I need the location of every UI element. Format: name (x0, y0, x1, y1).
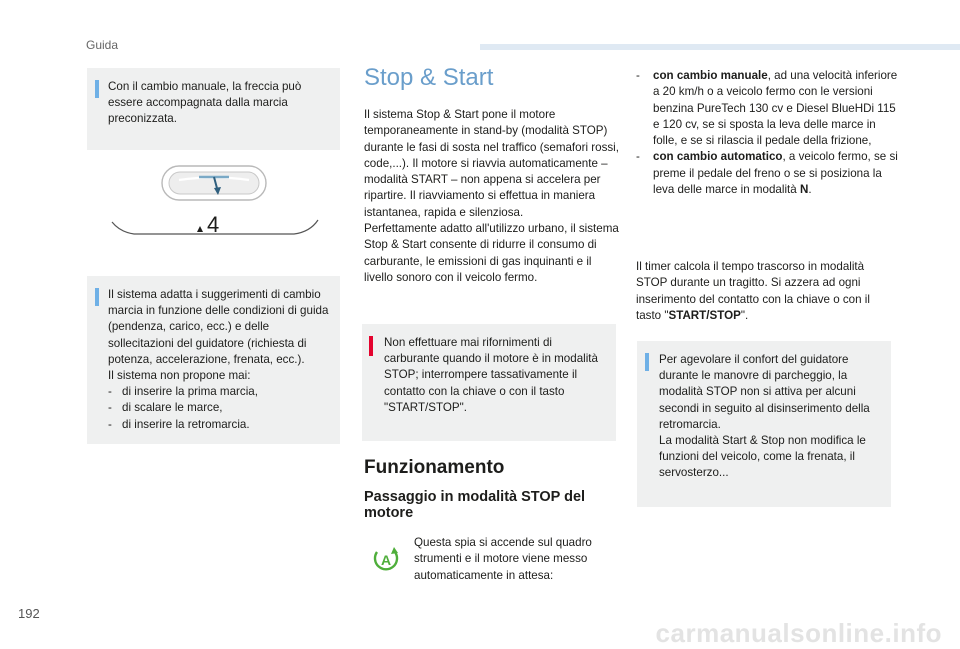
section-title: Funzionamento (364, 457, 505, 478)
icon-letter: A (380, 552, 392, 568)
info-note-parking (637, 341, 891, 507)
list-item: - di scalare le marce, (108, 401, 223, 415)
stop-conditions-list (636, 68, 898, 198)
section-bar (480, 44, 960, 50)
list-item: - di inserire la retromarcia. (108, 417, 250, 431)
info-marker (645, 353, 649, 371)
list-item: - con cambio automatico, a veicolo fermo, se si preme il pedale del freno o se si posiziona la leva delle marce in modalità N. (636, 150, 898, 197)
info-note-gear-arrow (87, 68, 340, 150)
indicator-description: Questa spia si accende sul quadro strumenti e il motore viene messo automaticamente in attesa: (414, 536, 592, 582)
note-text: Il sistema adatta i suggerimenti di cambio marcia in funzione delle condizioni di guida (pendenza, carico, ecc.) e delle sollecitazioni del guidatore (richiesta di potenza, accelerazione, frenata, ecc.). (108, 288, 329, 366)
paragraph: Perfettamente adatto all'utilizzo urbano, il sistema Stop & Start consente di ridurre il consumo di carburante, le emissioni di gas inquinanti e il livello sonoro con il veicolo fermo. (364, 222, 619, 284)
note-text: Il sistema non propone mai: (108, 369, 251, 383)
info-marker (95, 288, 99, 306)
warning-note (362, 324, 616, 441)
note-text: Per agevolare il confort del guidatore durante le manovre di parcheggio, la modalità STOP non si attiva per alcuni secondi in seguito al disinserimento della retromarcia. (659, 353, 870, 431)
info-note-gear-suggestion (87, 276, 340, 444)
list-item: - con cambio manuale, ad una velocità inferiore a 20 km/h o a veicolo fermo con le versioni benzina PureTech 130 cv e Diesel BlueHDi 115 e 120 cv, se si sposta la leva delle marce in folle, e se si rilascia il pedale della frizione, (636, 69, 898, 148)
warning-marker (369, 336, 373, 356)
gear-shift-indicator-illustration (104, 160, 326, 240)
list-item: - di inserire la prima marcia, (108, 385, 258, 399)
note-text: La modalità Start & Stop non modifica le funzioni del veicolo, come la frenata, il servosterzo... (659, 434, 866, 480)
gear-digit: 4 (207, 212, 220, 237)
stop-start-indicator-icon (371, 545, 401, 573)
page-title: Stop & Start (364, 64, 494, 91)
timer-paragraph: Il timer calcola il tempo trascorso in modalità STOP durante un tragitto. Si azzera ad ogni inserimento del contatto con la chiave o con il tasto "START/STOP". (636, 260, 870, 322)
page-number: 192 (18, 606, 40, 621)
warning-text: Non effettuare mai rifornimenti di carburante quando il motore è in modalità STOP; interrompere tassativamente il contatto con la chiave o con il tasto "START/STOP". (384, 336, 598, 414)
note-text: Con il cambio manuale, la freccia può essere accompagnata dalla marcia preconizzata. (108, 80, 302, 126)
section-label: Guida (86, 38, 119, 52)
paragraph: Il sistema Stop & Start pone il motore temporaneamente in stand-by (modalità STOP) durante le fasi di sosta nel traffico (semafori rossi, code,...). Il motore si riavvia automaticamente – modalità START – non appena si accelera per ripartire. Il riavviamento si effettua in maniera istantanea, rapida e silenziosa. (364, 108, 619, 219)
info-marker (95, 80, 99, 98)
intro-paragraphs (364, 107, 620, 286)
subsection-title: Passaggio in modalità STOP del motore (364, 489, 586, 521)
watermark: carmanualsonline.info (655, 618, 942, 648)
